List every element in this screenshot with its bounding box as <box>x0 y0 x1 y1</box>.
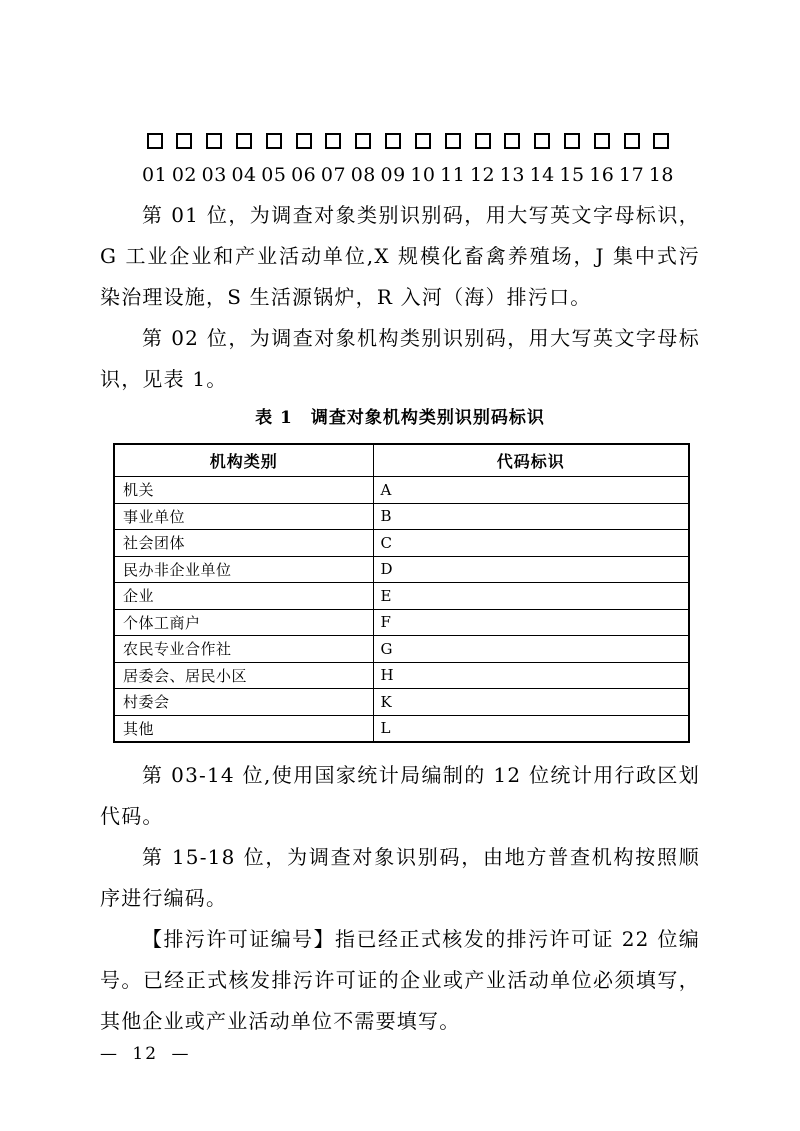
position-cell <box>142 133 167 185</box>
position-label: 16 <box>589 164 615 186</box>
category-cell: 企业 <box>114 583 373 610</box>
position-cell <box>530 133 555 185</box>
position-label: 05 <box>261 164 287 186</box>
checkbox-icon <box>147 133 163 149</box>
position-label: 12 <box>469 164 496 186</box>
position-cell <box>321 133 346 185</box>
code-cell: C <box>373 530 689 557</box>
position-cell <box>291 133 316 185</box>
code-cell: H <box>373 662 689 689</box>
position-label: 15 <box>559 164 585 186</box>
position-cell <box>589 133 614 185</box>
position-digit-row <box>142 133 674 185</box>
position-cell <box>440 133 465 185</box>
code-table-body <box>114 477 689 743</box>
column-header-category: 机构类别 <box>114 444 373 477</box>
page-number: — 12 — <box>100 1044 191 1064</box>
category-cell: 其他 <box>114 715 373 742</box>
position-cell <box>172 133 197 185</box>
position-cell <box>231 133 256 185</box>
code-cell: B <box>373 503 689 530</box>
position-label: 10 <box>410 164 436 186</box>
position-cell <box>500 133 525 185</box>
position-label: 03 <box>201 164 227 186</box>
position-cell <box>649 133 674 185</box>
position-cell <box>559 133 584 185</box>
position-label: 04 <box>231 164 257 186</box>
table-header-row <box>114 444 689 477</box>
category-cell: 村委会 <box>114 689 373 716</box>
table-row <box>114 636 689 663</box>
column-header-code: 代码标识 <box>373 444 689 477</box>
position-cell <box>619 133 644 185</box>
position-cell <box>351 133 376 185</box>
checkbox-icon <box>534 133 550 149</box>
checkbox-icon <box>594 133 610 149</box>
checkbox-icon <box>266 133 282 149</box>
code-cell: F <box>373 609 689 636</box>
category-cell: 个体工商户 <box>114 609 373 636</box>
category-cell: 民办非企业单位 <box>114 556 373 583</box>
checkbox-icon <box>475 133 491 149</box>
checkbox-icon <box>206 133 222 149</box>
position-label: 07 <box>320 164 347 186</box>
code-cell: E <box>373 583 689 610</box>
category-cell: 事业单位 <box>114 503 373 530</box>
code-table <box>113 443 690 743</box>
code-cell: G <box>373 636 689 663</box>
code-cell: D <box>373 556 689 583</box>
checkbox-icon <box>415 133 431 149</box>
position-label: 11 <box>440 164 466 186</box>
category-cell: 社会团体 <box>114 530 373 557</box>
code-cell: K <box>373 689 689 716</box>
paragraph-position-02: 第 02 位，为调查对象机构类别识别码，用大写英文字母标识，见表 1。 <box>100 326 700 391</box>
table-row <box>114 662 689 689</box>
code-cell: A <box>373 477 689 504</box>
position-label: 06 <box>291 164 317 186</box>
paragraph-position-15-18: 第 15-18 位，为调查对象识别码，由地方普查机构按照顺序进行编码。 <box>100 845 700 910</box>
category-cell: 机关 <box>114 477 373 504</box>
position-cell <box>470 133 495 185</box>
position-label: 01 <box>142 164 168 186</box>
checkbox-icon <box>325 133 341 149</box>
table-row <box>114 609 689 636</box>
checkbox-icon <box>355 133 371 149</box>
position-label: 18 <box>648 164 674 186</box>
checkbox-icon <box>296 133 312 149</box>
checkbox-icon <box>445 133 461 149</box>
position-label: 08 <box>350 164 376 186</box>
checkbox-icon <box>653 133 669 149</box>
table-row <box>114 583 689 610</box>
table-row <box>114 556 689 583</box>
paragraph-position-01: 第 01 位，为调查对象类别识别码，用大写英文字母标识，G 工业企业和产业活动单位,X 规模化畜禽养殖场，J 集中式污染治理设施，S 生活源锅炉，R 入河（海）排污口。 <box>100 203 700 309</box>
paragraph-permit-number: 【排污许可证编号】指已经正式核发的排污许可证 22 位编号。已经正式核发排污许可证的企业或产业活动单位必须填写，其他企业或产业活动单位不需要填写。 <box>100 927 700 1033</box>
position-cell <box>381 133 406 185</box>
checkbox-icon <box>176 133 192 149</box>
table-row <box>114 477 689 504</box>
position-label: 14 <box>529 164 555 186</box>
table-row <box>114 530 689 557</box>
category-cell: 居委会、居民小区 <box>114 662 373 689</box>
table-title: 表 1 调查对象机构类别识别码标识 <box>255 408 545 428</box>
table-row <box>114 503 689 530</box>
paragraph-position-03-14: 第 03-14 位,使用国家统计局编制的 12 位统计用行政区划代码。 <box>100 763 700 828</box>
position-label: 17 <box>619 164 645 186</box>
position-cell <box>261 133 286 185</box>
position-label: 02 <box>171 164 197 186</box>
code-table-head <box>114 444 689 477</box>
code-cell: L <box>373 715 689 742</box>
position-label: 13 <box>499 164 525 186</box>
position-cell <box>410 133 435 185</box>
position-label: 09 <box>380 164 406 186</box>
checkbox-icon <box>564 133 580 149</box>
table-row <box>114 715 689 742</box>
table-row <box>114 689 689 716</box>
checkbox-icon <box>236 133 252 149</box>
position-cell <box>202 133 227 185</box>
checkbox-icon <box>385 133 401 149</box>
category-cell: 农民专业合作社 <box>114 636 373 663</box>
checkbox-icon <box>624 133 640 149</box>
checkbox-icon <box>504 133 520 149</box>
